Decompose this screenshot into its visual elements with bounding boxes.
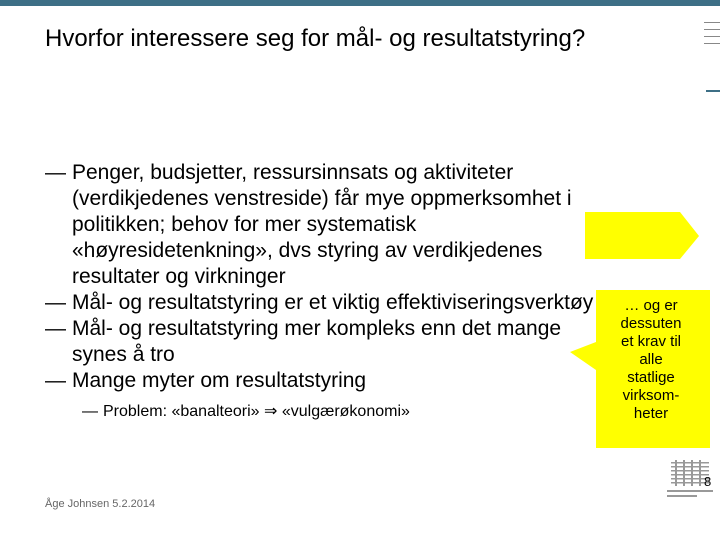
bullet-item xyxy=(45,290,605,316)
callout-line: … og er xyxy=(624,297,678,314)
bullet-text: Mange myter om resultatstyring xyxy=(72,369,367,392)
footer-author-date: Åge Johnsen 5.2.2014 xyxy=(45,498,156,510)
bullet-dash: — xyxy=(45,317,66,340)
sub-bullet-dash: — xyxy=(82,403,98,420)
bullet-text: Mål- og resultatstyring er et viktig effektiviseringsverktøy xyxy=(72,291,594,314)
bullet-item xyxy=(45,316,605,368)
callout-line: statlige xyxy=(627,369,675,386)
callout-line: et krav til xyxy=(620,333,681,350)
sub-bullet-text: Problem: «banalteori» ⇒ «vulgærøkonomi» xyxy=(103,403,410,420)
bullet-dash: — xyxy=(45,369,66,392)
corner-decoration xyxy=(704,22,720,50)
callout-text xyxy=(598,297,704,423)
bullet-text: Mål- og resultatstyring mer kompleks enn det mange synes å tro xyxy=(72,317,562,366)
callout-line: virksom- xyxy=(622,387,680,404)
corner-accent-line xyxy=(706,90,720,92)
bullet-dash: — xyxy=(45,161,66,184)
bullet-text: Penger, budsjetter, ressursinnsats og aktiviteter (verdikjedenes venstreside) får mye oppmerksomhet i politikken; behov for mer systematisk «høyresidetenkning», dvs styring av verdikjedenes resultater og virkninger xyxy=(72,161,572,288)
bullet-item xyxy=(45,368,605,394)
callout-line: heter xyxy=(633,405,669,422)
top-accent-bar xyxy=(0,0,720,6)
sub-bullet-item xyxy=(45,402,605,422)
bullet-item xyxy=(45,160,605,290)
slide-title: Hvorfor interessere seg for mål- og resultatstyring? xyxy=(45,25,586,52)
right-arrow-shape xyxy=(585,212,701,260)
bullet-dash: — xyxy=(45,291,66,314)
callout-line: alle xyxy=(639,351,663,368)
page-number: 8 xyxy=(704,474,712,489)
bullet-list xyxy=(45,160,605,422)
callout-line: dessuten xyxy=(620,315,682,332)
